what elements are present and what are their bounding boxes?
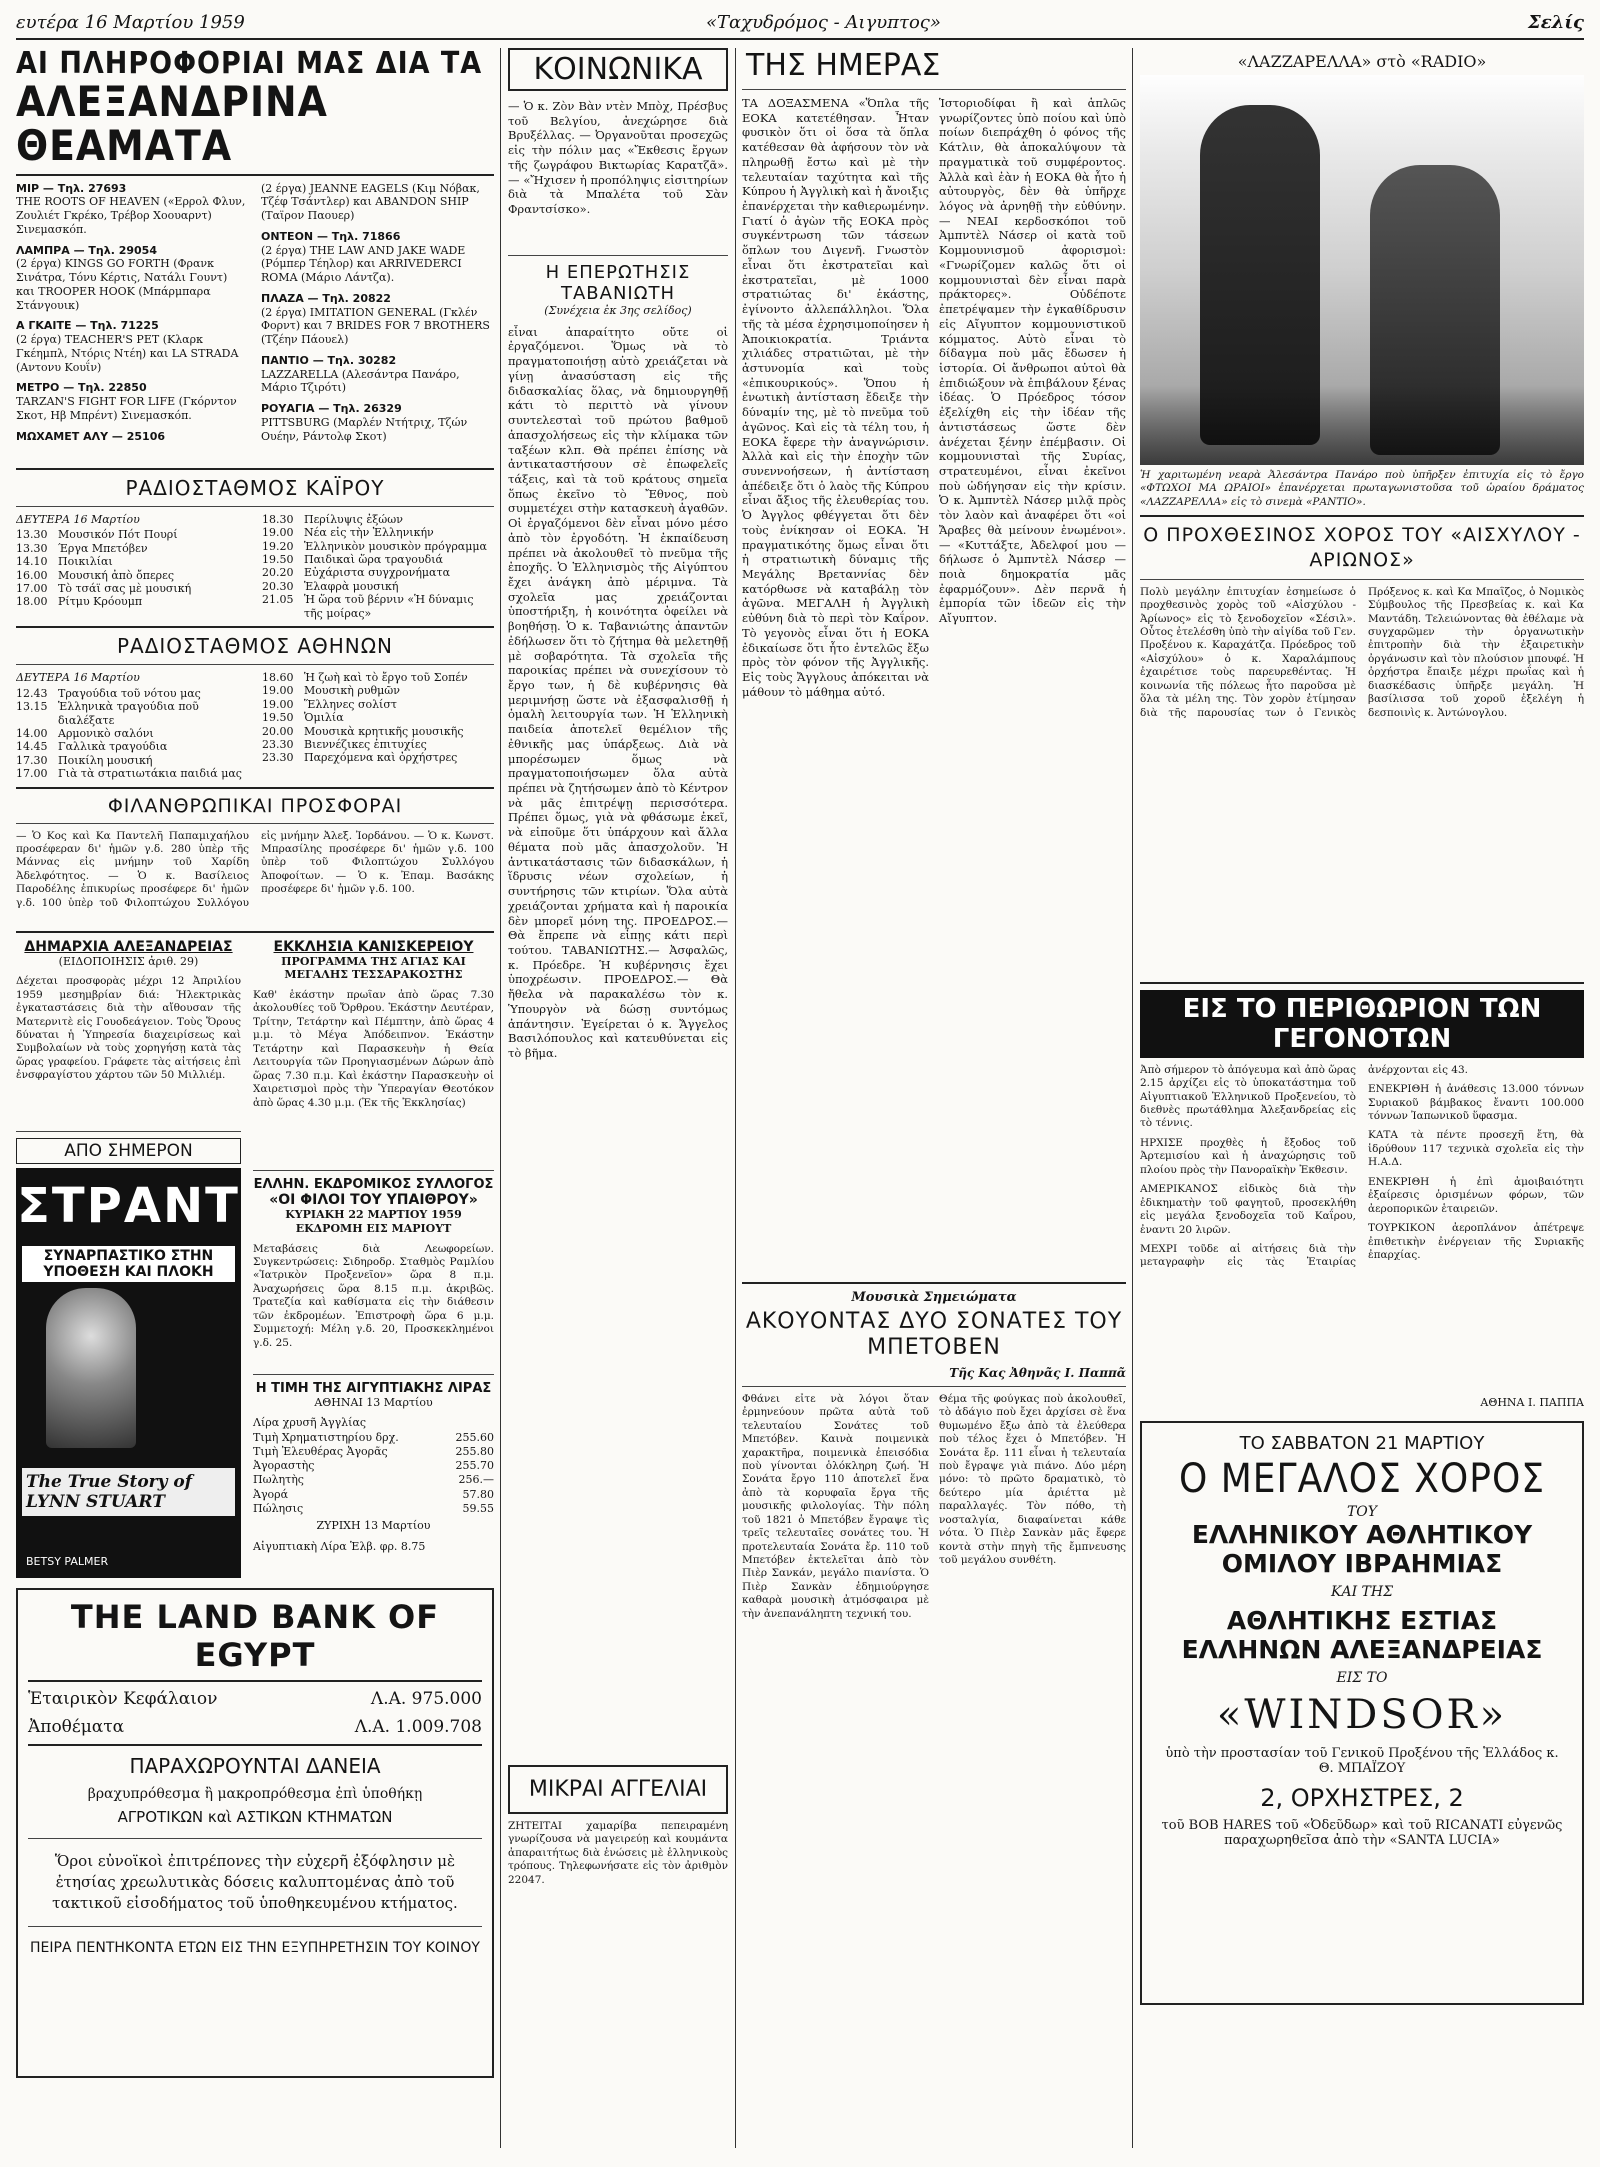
- column-1: [16, 48, 494, 2153]
- cinema-listing: [261, 402, 494, 443]
- music-article-right: Θέμα τῆς φούγκας ποὺ ἀκολουθεῖ, τὸ ἀδάγιο ποὺ ἔχει ἀρχίσει σὲ ἕνα θυμωμένο ἔξω ἀπὸ τὰ ἐλεύθερα ποὺ τέλος ἔχει ὁ Μπετόβεν. Ἡ Σονάτα ἔρ. 111 εἶναι ἡ τελευταία ποὺ ἔγραψε γιὰ πιάνο. Δύο μέρη μόνο: τὸ πρῶτο δραματικὸ, τὸ δεύτερο μία ἀριέττα μὲ παραλλαγές. Τὸν πόθο, τὴ νοσταλγία, διαφαίνεται κάθε νότα. Ὁ Πιὲρ Σανκὰν μᾶς ἔφερε κοντὰ στὴν πηγὴ τῆς ἔμπνευσης τοῦ μεγάλου συνθέτη.: [939, 1392, 1126, 1567]
- photo-heading: «ΛΑΖΖΑΡΕΛΛΑ» στὸ «RADIO»: [1237, 52, 1487, 71]
- margin-signature: ΑΘΗΝΑ Ι. ΠΑΠΠΑ: [1480, 1395, 1584, 1409]
- schedule-program: Ἑλληνικὸν μουσικὸν πρόγραμμα: [304, 539, 487, 553]
- currency-label: Ἀγορά: [253, 1487, 289, 1501]
- cinema-program: (2 έργα) TEACHER'S PET (Κλαρκ Γκέημπλ, Ντόρις Ντέη) και LA STRADA (Αντονυ Κουΐν): [16, 333, 239, 374]
- schedule-program: Εὐχάριστα συγχρονήματα: [304, 566, 451, 580]
- margin-event-item: ΑΜΕΡΙΚΑΝΟΣ εἰδικὸς διὰ τὴν ἐδικηματὴν τοῦ φαγητοῦ, προσεκλήθη εἰς μεγάλα ξενοδοχεῖα τοῦ Καΐρου, ἐναντι 20 λιρῶν.: [1140, 1183, 1356, 1236]
- interpellation-heading: Η ΕΠΕΡΩΤΗΣΙΣ ΤΑΒΑΝΙΩΤΗ: [545, 262, 691, 304]
- schedule-time: 18.60: [262, 670, 294, 684]
- schedule-time: 17.00: [16, 582, 48, 596]
- schedule-row: [262, 593, 494, 620]
- cinema-listing: [16, 381, 249, 422]
- schedule-program: Ὁμιλία: [304, 711, 344, 725]
- margin-event-item: ΚΑΤΑ τὰ πέντε προσεχῆ ἔτη, θὰ ἱδρύθουν 117 τεχνικὰ σχολεῖα εἰς τὴν Η.Α.Δ.: [1368, 1129, 1584, 1169]
- interpellation-subheading: (Συνέχεια ἐκ 3ης σελίδος): [544, 304, 692, 317]
- schedule-program: Μουσικόν Πότ Πουρί: [58, 528, 178, 542]
- schedule-time: 18.30: [262, 512, 294, 526]
- currency-value: 255.80: [455, 1444, 494, 1458]
- schedule-time: 23.30: [262, 751, 294, 765]
- schedule-time: 19.00: [262, 697, 294, 711]
- schedule-program: Περίλυψις ἐξώων: [304, 512, 403, 526]
- cinema-listing: [16, 182, 249, 237]
- schedule-program: Ἕλληνες σολίστ: [304, 697, 397, 711]
- schedule-time: 23.30: [262, 737, 294, 751]
- cinema-name: ΟΝΤΕΟΝ — Τηλ. 71866: [261, 229, 401, 243]
- municipality-text: Δέχεται προσφορὰς μέχρι 12 Ἀπριλίου 1959 μεσημβρίαν διά: Ἠλεκτρικὰς ἐγκαταστάσεις διὰ τὴν αἴθουσαν τῆς Ματερνιτὲ εἰς Γουοδεάγειον. Τοὺς Ὅρους δύναται ἡ Ὑπηρεσία διαχειρίσεως καὶ Συμβολαίων νὰ τοὺς χορηγήσῃ κατὰ τὰς ὥρας γραφείου. Γράφετε τὰς αἰτήσεις ἐπὶ ἐνσφραγίστου χάρτου τῶν 50 Μιλλιέμ.: [16, 975, 241, 1082]
- schedule-row: [16, 582, 248, 595]
- photo-caption: Ἡ χαριτωμένη νεαρὰ Ἀλεσάντρα Πανάρο ποὺ ὑπῆρξεν ἐπιτυχία εἰς τὸ ἔργο «ΦΤΩΧΟΙ ΜΑ ΩΡΑΙΟΙ» ἐπανέρχεται πρωταγωνιστοῦσα τοῦ ὡραίου δράματος «ΛΑΖΖΑΡΕΛΛΑ» εἰς τὸ σινεμὰ «ΡΑΝΤΙΟ».: [1140, 469, 1584, 508]
- ball-and: ΚΑΙ ΤΗΣ: [1331, 1583, 1393, 1600]
- schedule-time: 14.45: [16, 740, 48, 754]
- schedule-time: 18.00: [16, 595, 48, 609]
- zurich-rate: Αἰγυπτιακὴ Λίρα Ἑλβ. φρ. 8.75: [253, 1540, 426, 1554]
- schedule-time: 20.00: [262, 724, 294, 738]
- schedule-program: Ἡ ὥρα τοῦ βέρνιν «Ἡ δύναμις τῆς μοίρας»: [304, 593, 474, 620]
- schedule-row: [16, 555, 248, 568]
- schedule-time: 13.30: [16, 528, 48, 542]
- municipality-heading: ΔΗΜΑΡΧΙΑ ΑΛΕΞΑΝΔΡΕΙΑΣ: [24, 938, 233, 955]
- cinema-program: (2 έργα) JEANNE EAGELS (Κιμ Νόβακ, Τζέφ Τσάντλερ) και ABANDON SHIP (Ταϊρον Παουερ): [261, 181, 480, 223]
- schedule-program: Μουσική ἀπὸ ὄπερες: [58, 568, 175, 582]
- currency-row: [253, 1502, 494, 1516]
- charity-heading: ΦΙΛΑΝΘΡΩΠΙΚΑΙ ΠΡΟΣΦΟΡΑΙ: [107, 794, 403, 817]
- cinema-program: TARZAN'S FIGHT FOR LIFE (Γκόρντον Σκοτ, Ηβ Μπρέντ) Σινεμασκόπ.: [16, 395, 237, 422]
- currency-row: [253, 1416, 494, 1430]
- small-ad-text: ΖΗΤΕΙΤΑΙ χαμαρίβα πεπειραμένη γνωρίζουσα νὰ μαγειρεύῃ καὶ κουμάντα ἀπαραιτήτως διὰ ἑνώσεις μὲ ἑλληνικοὺς τρόπους. Τηλεφωνήσατε εἰς τὸν ἀριθμὸν 22047.: [508, 1819, 728, 1886]
- schedule-program: Ἑλληνικὰ τραγούδια ποῦ διαλέξατε: [58, 700, 199, 727]
- cinema-program: (2 έργα) IMITATION GENERAL (Γκλέν Φορντ) και 7 BRIDES FOR 7 BROTHERS (Τζέην Πάουελ): [261, 305, 490, 347]
- schedule-program: Μουσικὴ ρυθμῶν: [304, 684, 400, 698]
- ball-organizer-2: ΑΘΛΗΤΙΚΗΣ ΕΣΤΙΑΣ: [1226, 1605, 1498, 1635]
- charity-text: — Ὁ Κος καὶ Κα Παντελῆ Παπαμιχαήλου προσέφεραν δι' ἡμῶν γ.δ. 280 ὑπὲρ τῆς Μάννας εἰς μνήμην τοῦ Χαρίδη Ἀδελφότητος. — Ὁ κ. Βασίλειος Παροδέλης ἐπικυρίως προσέφερε δι' ἡμῶν γ.δ. 100 ὑπὲρ τοῦ Φιλοπτώχου Συλλόγου εἰς μνήμην Ἀλεξ. Ἰορδάνου. — Ὁ κ. Κωνστ. Μπρασίλης προσέφερε δι' ἡμῶν γ.δ. 100 ὑπὲρ τοῦ Φιλοπτώχου Συλλόγου Ἀποφοίτων. — Ὁ κ. Ἐπαμ. Βασάκης προσέφερε δι' ἡμῶν γ.δ. 100.: [16, 829, 494, 909]
- lazzarella-actress-photo: [1140, 75, 1584, 465]
- radio-athens-schedule-evening: [262, 671, 494, 781]
- music-article-left: Φθάνει εἶτε νὰ λόγοι ὅταν ἐρμηνεύουν πρῶτα αὐτὰ τοῦ τελευταίου Σονάτες τοῦ Μπετόβεν. Καινὰ ποιμενικὰ χαρακτῆρα, ποιμενικὰ ἐπεισόδια ποὺ γίνονται ὁλόκληρη ζωή. Ἡ Σονάτα ἔργο 110 ἀποτελεῖ ἕνα ἀπὸ τὰ κορυφαῖα ἔργα τῆς μουσικῆς φιλολογίας. Τὴν πόλη τοῦ 1821 ὁ Μπετόβεν ἔγραψε τὶς τρεῖς τελευταῖες σονάτες του. Ἡ προτελευταία Σονάτα ἔρ. 110 τοῦ Μπετόβεν ἐκτελεῖται ἀπὸ τὸν Πιὲρ Σανκάν, μεγάλο πιανίστα. Ὁ Πιὲρ Σανκὰν ἐδημιούργησε καθαρὰ μουσικὴ ἀτμόσφαιρα μὲ τὴν ἀνεπανάληπτη τεχνική του.: [742, 1392, 929, 1620]
- schedule-time: 19.20: [262, 539, 294, 553]
- schedule-row: [262, 738, 494, 751]
- from-today-label: ΑΠΟ ΣΗΜΕΡΟΝ: [16, 1138, 241, 1164]
- schedule-time: 20.20: [262, 566, 294, 580]
- club-name: «ΟΙ ΦΙΛΟΙ ΤΟΥ ΥΠΑΙΘΡΟΥ»: [269, 1192, 478, 1209]
- radio-athens-heading: ΡΑΔΙΟΣΤΑΘΜΟΣ ΑΘΗΝΩΝ: [116, 633, 393, 658]
- schedule-time: 17.00: [16, 767, 48, 781]
- margin-event-item: ΗΡΧΙΣΕ προχθὲς ἡ ἔξοδος τοῦ Ἀρτεμισίου καὶ ἡ ἀναχώρησις τοῦ πλοίου πρὸς τὴν Πανοραϊκὴν Ἐκθεσιν.: [1140, 1136, 1356, 1176]
- schedule-program: Βιεννέζικες ἐπιτυχίες: [304, 737, 427, 751]
- bank-row-label: Ἀποθέματα: [28, 1717, 125, 1738]
- day-article-right: Ἱστοριοδίφαι ἢ καὶ ἁπλῶς γνωρίζοντες ὑπὸ ποίου καὶ ὑπὸ ποίων διεπράχθη ὁ φόνος τῆς Κάτλιν, θὰ ἀποκαλύψουν τὰ πραγματικὰ τοῦ συμφέροντος. Ἀλλὰ καὶ ἐὰν ἡ ΕΟΚΑ θὰ ἦτο ἡ αὐτουργὸς, δὲν θὰ ὑπῆρχε λόγος νὰ ἀρνηθῇ τὴν εὐθύνην. — ΝΕΑΙ κερδοσκόποι τοῦ Ἀμπντὲλ Νάσερ οἱ κατὰ τοῦ Κομμουνισμοῦ ἀφορισμοὶ: «Γνωρίζομεν καλῶς ὅτι οἱ κομμουνισταὶ δὲν εἶναι παρὰ πράκτορες». Οὐδέποτε ἐπετρέψαμεν τὴν ἐγκαθίδρυσιν εἰς Αἴγυπτον κομμουνιστικοῦ κόμματος. Αὐτὸ εἶναι τὸ δίδαγμα ποὺ μᾶς ἔδωσεν ἡ ἱστορία. Οἱ ἄνθρωποι αὐτοὶ θὰ ἐπιδιώξουν νὰ ἐπιβάλουν ξένας ἰδέας. Ὁ Πρόεδρος τόσον ἐξελίχθη εἰς τὴν ἰδέαν τῆς ἀντιστάσεως ὥστε δὲν ἀνέχεται ξένην ἐπέμβασιν. Οἱ κομμουνισταὶ τῆς Συρίας, στρατευμένοι, εἶναι ἐκεῖνοι ποὺ ὠδήγησαν εἰς τὴν κρίσιν. Ὁ κ. Ἀμπντὲλ Νάσερ μιλᾷ πρὸς τὸν λαὸν καὶ ἀναφέρει ὅτι «οἱ Ἄραβες θὰ μείνουν ἑνωμένοι». — «Κυττάξτε, Ἀδελφοί μου — δήλωσε ὁ Ἀμπντὲλ Νάσερ — ποιὰ δημοκρατία μᾶς ἐφαρμόζουν». Δὲν περνᾶ ἡ ἐμπορία τῶν ἰδεῶν εἰς τὴν Αἴγυπτον.: [939, 96, 1126, 626]
- currency-label: Τιμὴ Χρηματιστηρίου δρχ.: [253, 1430, 399, 1444]
- bank-terms: Ὅροι εὐνοϊκοὶ ἐπιτρέπονες τὴν εὐχερῆ ἐξόφλησιν μὲ ἐτησίας χρεωλυτικὰς δόσεις καλυπτομένας ἀπὸ τοῦ τακτικοῦ εἰσοδήματος τοῦ ὑποθηκευμένου κτήματος.: [52, 1852, 458, 1913]
- day-article-left: ΤΑ ΔΟΞΑΣΜΕΝΑ «Ὅπλα τῆς ΕΟΚΑ κατετέθησαν. Ἦταν φυσικὸν ὅτι οἱ ὅσα τὰ ὅπλα κατέθεσαν θὰ ἀφήσουν τὸν νὰ πληρωθῇ ἔστω καὶ μὲ τὴν τελευταίαν ταχύτητα καὶ τῆς Κύπρου ἡ Ἀγγλικὴ καὶ ἡ ἄνοιξις ἐπανέρχεται τὴν καθιερωμένην. Γιατί ὁ ἀγὼν τῆς ΕΟΚΑ πρὸς συγκέντρωση τῶν τάσεων ὅπλων του Διγενῆ. Γνωστὸν εἶναι ὅτι ἐκστρατεῖαι καὶ ἐκστρατεῖαι, μὲ 1000 στρατιώτας δι' ἑκάστης, ἐγίνοντο ἀλλεπάλληλοι. Ὅλα τῆς τὰ μέσα ἐχρησιμοποίησεν ἡ Ἀποικιοκρατία. Τριάντα χιλιάδες στρατιῶται, μὲ τὴν ἀστυνομία καὶ τοὺς «ἐπικουρικούς». Ὅπου ἡ ἑνωτικὴ ἀντίσταση ἔδειξε τὴν δύναμίν της, μὲ τὸ πνεῦμα τοῦ ἀγῶνος. Καὶ εἰς τὰ τέλη του, ἡ ΕΟΚΑ ἔφερε τὴν ἀναγνώρισιν. Ἀλλὰ καὶ εἰς τὴν ἐποχὴν τῶν συνεννοήσεων, ἡ ἀντίσταση ἀπέδειξε ὅτι ὁ λαὸς τῆς Κύπρου εἶναι ἄξιος τῆς ἐλευθερίας του. Ὁ Ἀγγλος φθέγγεται ὅτι δὲν τοὺς ἐνίκησαν οἱ ΕΟΚΑ. Ἡ πραγματικότης ὅμως εἶναι ὅτι ἡ στρατιωτικὴ δύναμις τῆς Μεγάλης Βρεταννίας δὲν κατόρθωσε νὰ καταβάλῃ τὸν ἀγῶνα. ΜΕΓΑΛΗ ἡ Ἀγγλικὴ εὐθύνη διὰ τὸ περὶ τὸν Καΐρον. Τὸ γεγονὸς εἶναι ὅτι ἡ ΕΟΚΑ ἐδικαίωσε ὅτι ἦτο ἐντελῶς ἔξω πρὸς τὸν φόνον τῆς Ἀγγλικῆς. Εἰς τοὺς Ἄγγλους ἀπόκειται νὰ μάθουν τὸ μάθημα αὐτό.: [742, 96, 929, 699]
- schedule-row: [16, 700, 248, 727]
- schedule-program: Παιδικαὶ ὥρα τραγουδιά: [304, 552, 443, 566]
- ball-patron: ὑπὸ τὴν προστασίαν τοῦ Γενικοῦ Προξένου τῆς Ἑλλάδος κ. Θ. ΜΠΑΪΖΟΥ: [1165, 1745, 1559, 1776]
- column-4: [1140, 48, 1584, 2153]
- header-date: ευτέρα 16 Μαρτίου 1959: [16, 12, 245, 33]
- day-heading: ΤΗΣ ΗΜΕΡΑΣ: [746, 48, 941, 83]
- ball-venue: «WINDSOR»: [1216, 1691, 1508, 1738]
- schedule-row: [262, 751, 494, 764]
- schedule-program: Ποικίλη μουσική: [58, 753, 153, 767]
- schedule-row: [262, 540, 494, 553]
- cinema-listing: [16, 244, 249, 313]
- ball-date: ΤΟ ΣΑΒΒΑΤΟΝ 21 ΜΑΡΤΙΟΥ: [1239, 1432, 1485, 1454]
- ball-of: ΤΟΥ: [1346, 1503, 1378, 1520]
- header-page-number: Σελίς: [1528, 12, 1584, 33]
- music-heading: ΑΚΟΥΟΝΤΑΣ ΔΥΟ ΣΟΝΑΤΕΣ ΤΟΥ ΜΠΕΤΟΒΕΝ: [745, 1309, 1123, 1361]
- ball-title: Ο ΜΕΓΑΛΟΣ ΧΟΡΟΣ: [1179, 1455, 1545, 1502]
- currency-row: [253, 1488, 494, 1502]
- land-bank-advert: [16, 1588, 494, 2078]
- poster-tagline: ΣΥΝΑΡΠΑΣΤΙΚΟ ΣΤΗΝ ΥΠΟΘΕΣΗ ΚΑΙ ΠΛΟΚΗ: [22, 1246, 235, 1282]
- currency-heading: Η ΤΙΜΗ ΤΗΣ ΑΙΓΥΠΤΙΑΚΗΣ ΛΙΡΑΣ: [255, 1380, 492, 1396]
- bank-loans-text: βραχυπρόθεσμα ἢ μακροπρόθεσμα ἐπὶ ὑποθήκῃ: [87, 1786, 423, 1803]
- radio-cairo-schedule: [16, 528, 248, 608]
- bank-loans-heading: ΠΑΡΑΧΩΡΟΥΝΤΑΙ ΔΑΝΕΙΑ: [129, 1754, 381, 1779]
- small-ads-box: [508, 1765, 728, 1814]
- currency-label: Ἀγοραστὴς: [253, 1459, 315, 1473]
- poster-actor: BETSY PALMER: [26, 1555, 109, 1569]
- radio-athens-schedule: [16, 687, 248, 781]
- schedule-program: Τραγούδια τοῦ νότου μας: [58, 686, 201, 700]
- schedule-row: [16, 767, 248, 780]
- currency-row: [253, 1459, 494, 1473]
- currency-value: 57.80: [462, 1487, 494, 1501]
- interpellation-text: εἶναι ἀπαραίτητο οὔτε οἱ ἐργαζόμενοι. Ὅμως νὰ τὸ πραγματοποιήσῃ αὐτὸ χρειάζεται νὰ γίνῃ ἀνασύσταση εἰς τῆς διδασκαλίας ὅλας, νὰ δημιουργηθῇ κάτι τὸ περιττὸ νὰ γίνουν συντελεσταὶ τοῦ πρώτου βαθμοῦ ἀπασχολήσεως εἰς τὴν κλίμακα τῶν ταξέων κλπ. Θὰ πρέπει ἐπίσης νὰ ἀντικαταστήσουν σὲ ἐπωφελεῖς τάξεις, καὶ τὰ τοῦ κράτους σημεῖα ὅπως ἐκεῖνο τὸ Ἔθνος, ποὺ συμμετέχει στὴν κατασκευὴ ἀγαθῶν. Οἱ ἐργαζόμενοι δὲν εἶναι μόνο μέσο ἀπὸ τὸν ἐργοδότη. Ἡ ἐκπαίδευση πρέπει νὰ ἀκολουθεῖ τὸ πνεῦμα τῆς ἐποχῆς. Ὁ Ἑλληνισμὸς τῆς Αἰγύπτου ἔχει ἀνάγκη ἀπὸ μέριμνα. Τὰ σχολεῖα μας χρειάζονται ὑποστήριξη, ἡ κοινότητα ὀφείλει νὰ βοηθήσῃ. Ὁ κ. Ταβανιώτης ἀπαντῶν ἐδήλωσεν ὅτι τὸ ζήτημα θὰ μελετηθῇ μὲ σοβαρότητα. Τὰ σχολεῖα τῆς παροικίας πρέπει νὰ συνεχίσουν τὸ ἔργο των, ἡ δὲ κυβέρνησις θὰ μεριμνήσῃ ὥστε νὰ ἐξασφαλισθῇ ἡ ὁμαλὴ λειτουργία των. Ἡ Ἑλληνικὴ παιδεία ἀποτελεῖ θεμέλιον τῆς ἐθνικῆς μας ὑπάρξεως. Διὰ νὰ μπορέσωμεν ὅμως νὰ πραγματοποιήσωμεν ὅλα αὐτὰ πρέπει νὰ ζητήσωμεν ἀπὸ τὸ Κέντρον νὰ μᾶς ἐπιτρέψῃ περισσότερα. Πρέπει ὅμως, γιὰ νὰ φθάσωμε ἐκεῖ, νὰ εἰποῦμε ὅτι ὑπάρχουν καὶ ἄλλα θέματα ποὺ μᾶς ἀπασχολοῦν. Ἡ ἀντικατάστασις τῶν διδασκάλων, ἡ ἵδρυσις νέων σχολείων, ἡ συντήρησις τῶν κτιρίων. Ὅλα αὐτὰ χρειάζονται χρήματα καὶ ἡ παροικία δὲν μπορεῖ μόνη της. ΠΡΟΕΔΡΟΣ.— Θὰ ἔπρεπε νὰ εἶπῃς κάτι περὶ τούτου. ΤΑΒΑΝΙΩΤΗΣ.— Ἀσφαλῶς, κ. Πρόεδρε. Ἡ κυβέρνησις ἔχει ὑποχρέωσιν. ΠΡΟΕΔΡΟΣ.— Θὰ ἤθελα νὰ παρακαλέσω τὸν κ. Ὑπουργὸν νὰ δώσῃ συντόμως ἀπάντησιν. Ἐγείρεται ὁ κ. Ἄγγελος Βασιλόπουλος καὶ κατευθύνεται εἰς τὸ βῆμα.: [508, 324, 728, 1060]
- radio-athens-day: ΔΕΥΤΕΡΑ 16 Μαρτίου: [16, 670, 140, 684]
- strand-cinema-poster: [16, 1168, 241, 1578]
- bank-row-label: Ἑταιρικὸν Κεφάλαιον: [28, 1689, 218, 1710]
- radio-cairo-day: ΔΕΥΤΕΡΑ 16 Μαρτίου: [16, 512, 140, 526]
- schedule-program: Ποικιλίαι: [58, 555, 113, 569]
- column-separator: [500, 48, 501, 2148]
- bank-row: [28, 1688, 482, 1710]
- schedule-time: 20.30: [262, 579, 294, 593]
- ball-organizer-2b: ΕΛΛΗΝΩΝ ΑΛΕΞΑΝΔΡΕΙΑΣ: [1181, 1634, 1543, 1664]
- page-header: [16, 8, 1584, 40]
- schedule-time: 13.30: [16, 541, 48, 555]
- club-date: ΚΥΡΙΑΚΗ 22 ΜΑΡΤΙΟΥ 1959 ΕΚΔΡΟΜΗ ΕΙΣ ΜΑΡΙΟΥΤ: [285, 1208, 462, 1235]
- ball-at: ΕΙΣ ΤΟ: [1336, 1669, 1388, 1686]
- schedule-program: Γιὰ τὰ στρατιωτάκια παιδιά μας: [58, 767, 242, 781]
- currency-value: 255.60: [455, 1430, 494, 1444]
- grand-ball-advert: [1140, 1421, 1584, 2005]
- schedule-program: Αρμονικὸ σαλόνι: [58, 726, 154, 740]
- municipality-subheading: (ΕΙΔΟΠΟΙΗΣΙΣ ἀριθ. 29): [58, 954, 199, 968]
- cinema-listings: [16, 182, 494, 462]
- currency-value: 256.—: [458, 1473, 494, 1487]
- poster-film-title: The True Story of LYNN STUART: [22, 1468, 235, 1516]
- currency-label: Τιμὴ Ἐλευθέρας Ἀγορᾶς: [253, 1444, 388, 1458]
- bank-row: [28, 1716, 482, 1738]
- schedule-row: [262, 566, 494, 579]
- schedule-row: [262, 711, 494, 724]
- cinema-program: THE ROOTS OF HEAVEN («Ερρολ Φλυν, Ζουλιέτ Γκρέκο, Τρέβορ Χοουαρντ) Σινεμασκόπ.: [16, 195, 246, 236]
- poster-figure: [46, 1288, 136, 1448]
- currency-date: ΑΘΗΝΑΙ 13 Μαρτίου: [314, 1395, 433, 1409]
- schedule-time: 21.05: [262, 593, 294, 607]
- club-heading: ΕΛΛΗΝ. ΕΚΔΡΟΜΙΚΟΣ ΣΥΛΛΟΓΟΣ: [253, 1177, 494, 1193]
- church-text: Καθ' ἑκάστην πρωΐαν ἀπὸ ὥρας 7.30 ἀκολουθίες τοῦ Ὄρθρου. Ἑκάστην Δευτέραν, Τρίτην, Τετάρτην καὶ Πέμπτην, ἀπὸ ὥρας 4 μ.μ. τὸ Μέγα Ἀπόδειπνον. Ἑκάστην Τετάρτην καὶ Παρασκευὴν ἡ Θεία Λειτουργία τῶν Προηγιασμένων Δώρων ἀπὸ ὥρας 7.30 π.μ. Καὶ ἑκάστην Παρασκευὴν οἱ Χαιρετισμοὶ πρὸς τὴν Ὑπεραγίαν Θεοτόκον ἀπὸ ὥρας 4.30 μ.μ. (Ἐκ τῆς Ἐκκλησίας): [253, 989, 494, 1109]
- schedule-row: [262, 671, 494, 684]
- bank-footer: ΠΕΙΡΑ ΠΕΝΤΗΚΟΝΤΑ ΕΤΩΝ ΕΙΣ ΤΗΝ ΕΞΥΠΗΡΕΤΗΣΙΝ ΤΟΥ ΚΟΙΝΟΥ: [30, 1940, 480, 1957]
- schedule-row: [262, 684, 494, 697]
- schedule-time: 14.00: [16, 726, 48, 740]
- header-paper-name: «Ταχυδρόμος - Αιγυπτος»: [706, 12, 941, 33]
- currency-label: Λίρα χρυσῆ Ἀγγλίας: [253, 1416, 367, 1430]
- schedule-time: 19.50: [262, 711, 294, 725]
- cinema-program: LAZZARELLA (Αλεσάντρα Πανάρο, Μάριο Τζιρότι): [261, 367, 460, 395]
- schedule-time: 19.00: [262, 526, 294, 540]
- schedule-row: [16, 595, 248, 608]
- music-author: Τῆς Κας Ἀθηνᾶς Ι. Παππᾶ: [949, 1365, 1126, 1380]
- schedule-program: Ἡ ζωὴ καὶ τὸ ἔργο τοῦ Σοπέν: [304, 670, 468, 684]
- margin-event-item: ΕΝΕΚΡΙΘΗ ἡ ἐπὶ ἀμοιβαιότητι ἐξαίρεσις ὁρισμένων φόρων, τῶν ἀεροπορικῶν ἑταιρειῶν.: [1368, 1175, 1584, 1215]
- radio-cairo-heading: ΡΑΔΙΟΣΤΑΘΜΟΣ ΚΑΪΡΟΥ: [125, 475, 385, 500]
- schedule-program: Μουσικὰ κρητικῆς μουσικῆς: [304, 724, 464, 738]
- cinema-listing: [261, 230, 494, 285]
- schedule-row: [262, 580, 494, 593]
- schedule-program: Έργα Μπετόβεν: [58, 541, 148, 555]
- dance-heading: Ο ΠΡΟΧΘΕΣΙΝΟΣ ΧΟΡΟΣ ΤΟΥ «ΑΙΣΧΥΛΟΥ - ΑΡΙΩΝΟΣ»: [1143, 524, 1581, 571]
- schedule-row: [16, 687, 248, 700]
- cinema-name: ΠΛΑΖΑ — Τηλ. 20822: [261, 291, 391, 305]
- zurich-date: ΖΥΡΙΧΗ 13 Μαρτίου: [316, 1519, 431, 1533]
- social-heading: ΚΟΙΝΩΝΙΚΑ: [508, 48, 728, 91]
- church-subheading: ΠΡΟΓΡΑΜΜΑ ΤΗΣ ΑΓΙΑΣ ΚΑΙ ΜΕΓΑΛΗΣ ΤΕΣΣΑΡΑΚΟΣΤΗΣ: [281, 954, 466, 982]
- schedule-row: [16, 740, 248, 753]
- schedule-row: [262, 513, 494, 526]
- currency-row: [253, 1431, 494, 1445]
- column-separator: [735, 48, 736, 2148]
- schedule-program: Ρίτμυ Κρόουμπ: [58, 595, 143, 609]
- schedule-row: [16, 754, 248, 767]
- schedule-program: Τὸ τσάϊ σας μὲ μουσική: [58, 582, 192, 596]
- schedule-time: 19.00: [262, 684, 294, 698]
- small-ads-heading: ΜΙΚΡΑΙ ΑΓΓΕΛΙΑΙ: [528, 1776, 708, 1802]
- schedule-time: 14.10: [16, 555, 48, 569]
- margin-event-item: Ἀπὸ σήμερον τὸ ἀπόγευμα καὶ ἀπὸ ὥρας 2.15 ἀρχίζει εἰς τὸ ὑποκατάστημα τοῦ Αἰγυπτιακοῦ Ἑλληνικοῦ Προξενείου, τὸ διεθνὲς πρωτάθλημα Ἀλεξανδρείας εἰς τὸ τέννις.: [1140, 1063, 1356, 1130]
- schedule-program: Ἑλαφρὰ μουσική: [304, 579, 399, 593]
- bank-loans-type: ΑΓΡΟΤΙΚΩΝ καὶ ΑΣΤΙΚΩΝ ΚΤΗΜΑΤΩΝ: [117, 1808, 393, 1827]
- currency-table: [253, 1416, 494, 1516]
- currency-row: [253, 1473, 494, 1487]
- poster-strand-title: ΣΤΡΑΝΤ: [17, 1178, 240, 1235]
- schedule-row: [262, 526, 494, 539]
- radio-cairo-schedule-evening: [262, 513, 494, 620]
- bank-name: THE LAND BANK OF EGYPT: [70, 1598, 440, 1675]
- currency-row: [253, 1445, 494, 1459]
- schedule-time: 13.15: [16, 700, 48, 714]
- bank-capital-table: [28, 1688, 482, 1738]
- margin-event-item: ΕΝΕΚΡΙΘΗ ἡ ἀνάθεσις 13.000 τόννων Συριακοῦ βάμβακος ἔναντι 100.000 τόννων Ἰαπωνικοῦ ὕφασμα.: [1368, 1083, 1584, 1122]
- currency-label: Πωλητὴς: [253, 1473, 304, 1487]
- cinema-name: ΜΕΤΡΟ — Τηλ. 22850: [16, 381, 147, 395]
- cinema-name: ΜΙΡ — Τηλ. 27693: [16, 181, 127, 195]
- schedule-program: Νέα εἰς τὴν Ἑλληνικήν: [304, 526, 434, 540]
- schedule-row: [262, 698, 494, 711]
- cinema-listing: [261, 354, 494, 395]
- ball-organizer-1: ΕΛΛΗΝΙΚΟΥ ΑΘΛΗΤΙΚΟΥ: [1191, 1519, 1533, 1549]
- dance-article: Πολὺ μεγάλην ἐπιτυχίαν ἐσημείωσε ὁ προχθεσινὸς χορὸς τοῦ «Αἰσχύλου - Ἀρίωνος» εἰς τὸ ξενοδοχεῖον «Σέσιλ». Οὗτος ἐτελέσθη ὑπὸ τὴν αἰγίδα τοῦ Γεν. Προξένου κ. Καραχάτζα. Πρόεδρος τοῦ «Αἰσχύλου» ὁ κ. Χαραλάμπους ἐχαιρέτισε τοὺς παρευρεθέντας. Ἡ κοινωνία τῆς πόλεως ἦτο παροῦσα μὲ ὅλα τὰ μέλη της. Τὸν χορὸν ἐτίμησαν διὰ τῆς παρουσίας των ὁ Γενικὸς Πρόξενος κ. καὶ Κα Μπαΐζος, ὁ Νομικὸς Σύμβουλος τῆς Πρεσβείας κ. καὶ Κα Μαντάδη. Τελειώνοντας θὰ ἐθέλαμε νὰ συγχαρῶμεν τὴν ὀργανωτικὴν ἐπιτροπὴν διὰ τὴν ἐξαιρετικὴν ὀργάνωσιν καὶ τὸν πλούσιον μπουφέ. Ἡ ὀρχήστρα ἔπαιξε μέχρι πρωΐας καὶ ἡ διασκέδασις ὑπῆρξε μεγάλη. Ἡ βασίλισσα τοῦ χοροῦ ἐξελέγη ἡ δεσποινὶς κ. Ἀντώνογλου.: [1140, 585, 1584, 719]
- cinema-name: ΠΑΝΤΙΟ — Τηλ. 30282: [261, 353, 397, 367]
- cinema-listing: [16, 319, 249, 374]
- cinema-name: ΡΟΥΑΓΙΑ — Τηλ. 26329: [261, 402, 402, 416]
- schedule-row: [262, 725, 494, 738]
- schedule-row: [16, 542, 248, 555]
- margin-events-list: [1140, 1064, 1584, 1394]
- cinema-name: ΛΑΜΠΡΑ — Τηλ. 29054: [16, 243, 157, 257]
- margin-events-heading: ΕΙΣ ΤΟ ΠΕΡΙΘΩΡΙΟΝ ΤΩΝ ΓΕΓΟΝΟΤΩΝ: [1140, 990, 1584, 1058]
- ball-organizer-1b: ΟΜΙΛΟΥ ΙΒΡΑΗΜΙΑΣ: [1221, 1548, 1503, 1578]
- schedule-time: 17.30: [16, 753, 48, 767]
- cinema-program: (2 έργα) THE LAW AND JAKE WADE (Ρόμπερ Τέηλορ) και ARRIVEDERCI ROMA (Μάριο Λάντζα).: [261, 243, 466, 285]
- schedule-time: 16.00: [16, 568, 48, 582]
- social-text: — Ὁ κ. Ζὸν Βὰν ντὲν Μπὸχ, Πρέσβυς τοῦ Βελγίου, ἀνεχώρησε διὰ Βρυξέλλας. — Ὀργανοῦται προσεχῶς εἰς τὴν πόλιν μας «Ἔκθεσις ἔργων τῆς ζωγράφου Βικτωρίας Καρατζᾶ». — «Ἤχισεν ἡ προπόληψις εἰσιτηρίων διὰ τὰ Μπαλέτα τοῦ Σὰν Φραντσίσκο».: [508, 99, 728, 217]
- ball-bands: τοῦ BOB HARES τοῦ «Ὀδεῦδωρ» καὶ τοῦ RICANATI εὐγενῶς παραχωρηθεῖσα ἀπὸ τὴν «SANTA LUCIA»: [1161, 1817, 1563, 1848]
- schedule-row: [16, 528, 248, 541]
- column-separator: [1132, 48, 1133, 2148]
- column-3: [742, 48, 1126, 2153]
- schedule-row: [16, 569, 248, 582]
- margin-event-item: ΤΟΥΡΚΙΚΟΝ ἀεροπλάνον ἀπέτρεψε ἐπιθετικὴν ἐνέργειαν τῆς Συριακῆς ἐπαρχίας.: [1368, 1222, 1584, 1261]
- theatre-info-heading: ΑΙ ΠΛΗΡΟΦΟΡΙΑΙ ΜΑΣ ΔΙΑ ΤΑ: [16, 48, 483, 81]
- church-heading: ΕΚΚΛΗΣΙΑ ΚΑΝΙΣΚΕΡΕΙΟΥ: [273, 938, 474, 955]
- currency-value: 59.55: [462, 1502, 494, 1516]
- ball-orchestras: 2, ΟΡΧΗΣΤΡΕΣ, 2: [1260, 1783, 1464, 1812]
- cinema-listing: [261, 292, 494, 347]
- music-kicker: Μουσικὰ Σημειώματα: [851, 1290, 1017, 1305]
- margin-event-item: ΜΕΧΡΙ τοῦδε αἱ αἰτήσεις διὰ τὴν μεταγραφὴν εἰς τὰς Ἑταιρίας ἀνέρχονται εἰς 43.: [1140, 1063, 1468, 1269]
- bank-row-value: Λ.Α. 1.009.708: [354, 1717, 482, 1738]
- currency-value: 255.70: [455, 1459, 494, 1473]
- schedule-program: Γαλλικὰ τραγούδια: [58, 740, 168, 754]
- currency-label: Πώλησις: [253, 1502, 304, 1516]
- cinema-program: (2 έργα) KINGS GO FORTH (Φρανκ Σινάτρα, Τόνυ Κέρτις, Νατάλι Γουντ) και TROOPER HOOK (Μπάρμπαρα Στάνγουικ): [16, 257, 228, 312]
- schedule-time: 19.50: [262, 552, 294, 566]
- schedule-program: Παρεχόμενα καὶ ὀρχήστρες: [304, 751, 458, 765]
- schedule-row: [262, 553, 494, 566]
- cinema-name: ΜΩΧΑΜΕΤ ΑΛΥ — 25106: [16, 429, 166, 443]
- column-2: [508, 48, 728, 2153]
- theatre-info-heading-2: ΑΛΕΞΑΝΔΡΙΝΑ ΘΕΑΜΑΤΑ: [16, 76, 328, 170]
- cinema-program: PITTSBURG (Μαρλέν Ντήτριχ, Τζών Ουέην, Ράντολφ Σκοτ): [261, 415, 468, 443]
- schedule-row: [16, 727, 248, 740]
- schedule-time: 12.43: [16, 686, 48, 700]
- club-text: Μεταβάσεις διὰ Λεωφορείων. Συγκεντρώσεις: Σιδηροδρ. Σταθμὸς Ραμλίου «Ἱατρικὸν Προξενεῖον» ὥρα 8 π.μ. Ἀναχωρήσεις ὥρα 8.15 π.μ. ἀκριβῶς. Τρατεζία καὶ καθίσματα εἰς τὴν διάθεσιν τῶν ἐκδρομέων. Ἐπιστροφὴ ὥρα 6 μ.μ. Συμμετοχή: Μέλη γ.δ. 20, Προσκεκλημένοι γ.δ. 25.: [253, 1242, 494, 1349]
- bank-row-value: Λ.Α. 975.000: [370, 1689, 482, 1710]
- cinema-name: Α ΓΚΑΙΤΕ — Τηλ. 71225: [16, 319, 159, 333]
